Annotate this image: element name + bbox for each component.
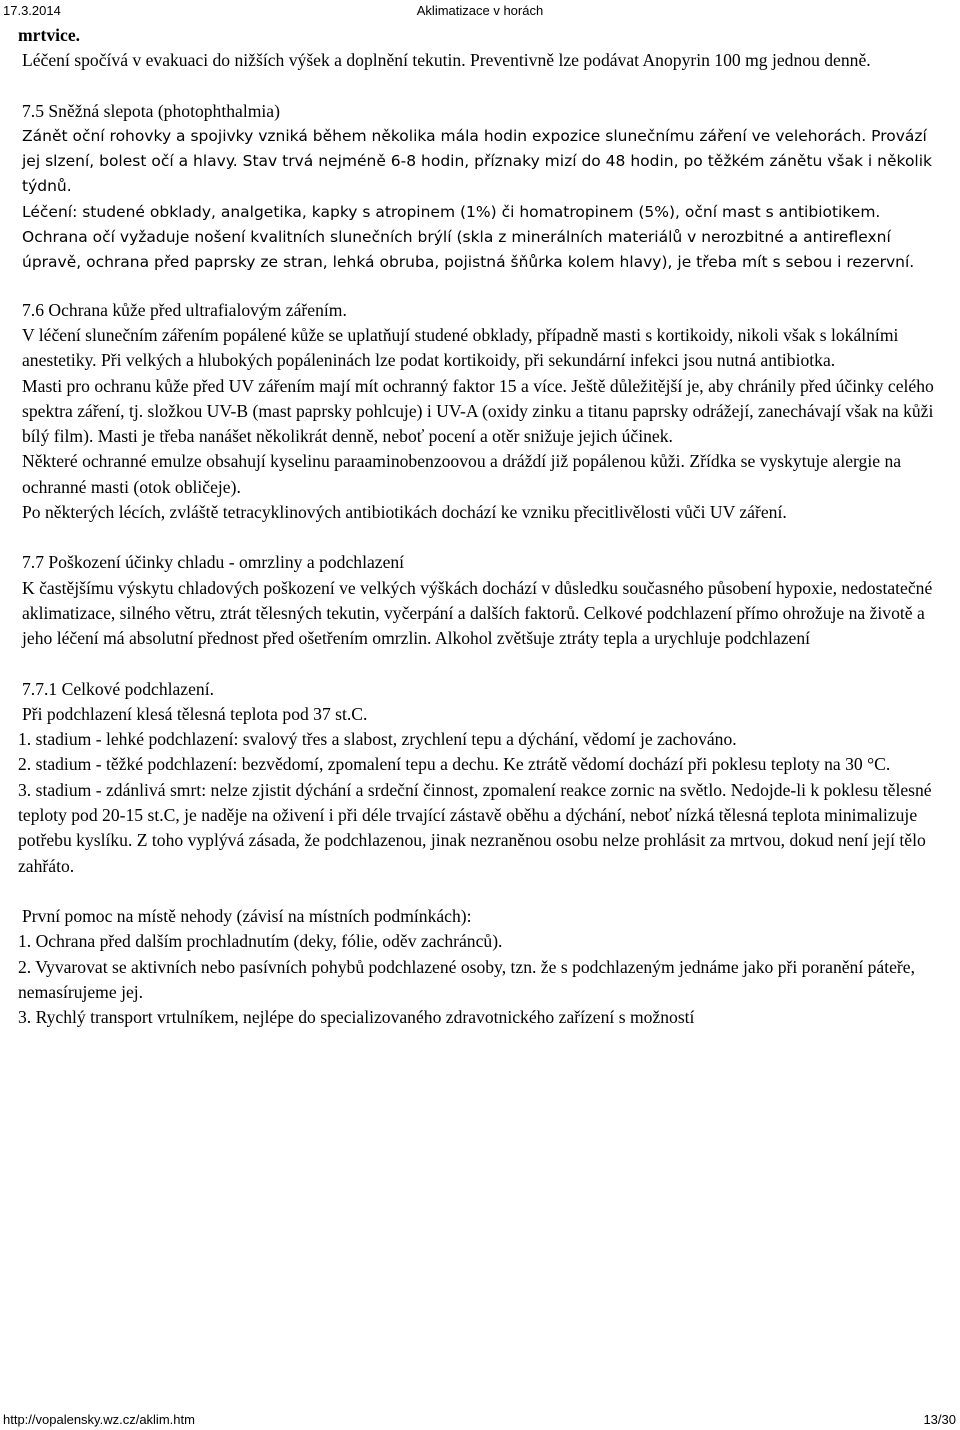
section-heading-7-5: 7.5 Sněžná slepota (photophthalmia) bbox=[22, 100, 280, 121]
list-item: 3. stadium - zdánlivá smrt: nelze zjistit dýchání a srdeční činnost, zpomalení reakce zornic na světlo. Nedojde-li k poklesu tělesné teploty pod 20-15 st.C, je naděje na oživení i při déle trvající zástavě oběhu a dýchání, neboť nízká tělesná teplota minimalizuje potřebu kyslíku. Z toho vyplývá zásada, že podchlazenou, jinak nezraněnou osobu nelze prohlásit za mrtvou, dokud není její tělo zahřáto. bbox=[18, 779, 932, 876]
paragraph: K častějšímu výskytu chladových poškození ve velkých výškách dochází v důsledku současného působení hypoxie, nedostatečné aklimatizace, silného větru, ztrát tělesných tekutin, vyčerpání a dalších faktorů. Celkové podchlazení přímo ohrožuje na životě a jeho léčení má absolutní přednost před ošetřením omrzlin. Alkohol zvětšuje ztráty tepla a urychluje podchlazení bbox=[22, 577, 933, 649]
paragraph: V léčení slunečním zářením popálené kůže se uplatňují studené obklady, případně masti s kortikoidy, nikoli však s lokálními anestetiky. Při velkých a hlubokých popáleninách lze podat kortikoidy, při sekundární infekci jsou nutná antibiotka. bbox=[22, 324, 899, 371]
paragraph: Ochrana očí vyžaduje nošení kvalitních slunečních brýlí (skla z minerálních materiálů v nerozbitné a antireflexní úpravě, ochrana před paprsky ze stran, lehká obruba, pojistná šňůrka kolem hlavy), je třeba mít s sebou i rezervní. bbox=[22, 228, 915, 272]
paragraph: Zánět oční rohovky a spojivky vzniká během několika mála hodin expozice slunečnímu záření ve velehorách. Provází jej slzení, bolest očí a hlavy. Stav trvá nejméně 6-8 hodin, příznaky mizí do 48 hodin, po těžkém zánětu však i několik týdnů. bbox=[22, 126, 933, 196]
paragraph: Po některých lécích, zvláště tetracyklinových antibiotikách dochází ke vzniku přecitlivělosti vůči UV záření. bbox=[22, 502, 787, 523]
paragraph: Léčení: studené obklady, analgetika, kapky s atropinem (1%) či homatropinem (5%), oční mast s antibiotikem. bbox=[22, 202, 881, 221]
list-item: 2. Vyvarovat se aktivních nebo pasívních pohybů podchlazené osoby, tzn. že s podchlazeným jednáme jako při poranění páteře, nemasírujeme jej. bbox=[18, 956, 915, 1002]
document-body bbox=[18, 23, 942, 1030]
section-heading-7-7-1: 7.7.1 Celkové podchlazení. bbox=[22, 678, 215, 699]
list-item: 1. Ochrana před dalším prochladnutím (deky, fólie, oděv zachránců). bbox=[18, 931, 503, 952]
print-date: 17.3.2014 bbox=[3, 3, 61, 18]
section-heading-7-7: 7.7 Poškození účinky chladu - omrzliny a podchlazení bbox=[22, 552, 405, 573]
list-item: 3. Rychlý transport vrtulníkem, nejlépe do specializovaného zdravotnického zařízení s možností bbox=[18, 1007, 695, 1028]
list-item: 1. stadium - lehké podchlazení: svalový třes a slabost, zrychlení tepu a dýchání, vědomí je zachováno. bbox=[18, 729, 737, 750]
paragraph: Při podchlazení klesá tělesná teplota pod 37 st.C. bbox=[22, 703, 368, 724]
paragraph: Některé ochranné emulze obsahují kyselinu paraaminobenzoovou a dráždí již popálenou kůži. Zřídka se vyskytuje alergie na ochranné masti (otok obličeje). bbox=[22, 451, 902, 497]
list-item: 2. stadium - těžké podchlazení: bezvědomí, zpomalení tepu a dechu. Ke ztrátě vědomí dochází při poklesu teploty na 30 °C. bbox=[18, 754, 891, 775]
page-number: 13/30 bbox=[923, 1412, 956, 1427]
page-title: Aklimatizace v horách bbox=[416, 3, 544, 18]
paragraph: mrtvice. bbox=[18, 25, 81, 45]
page-footer bbox=[0, 1412, 960, 1430]
paragraph: Léčení spočívá v evakuaci do nižších výšek a doplnění tekutin. Preventivně lze podávat Anopyrin 100 mg jednou denně. bbox=[22, 50, 871, 71]
source-url: http://vopalensky.wz.cz/aklim.htm bbox=[3, 1412, 195, 1427]
page-header bbox=[0, 0, 960, 20]
section-heading-7-6: 7.6 Ochrana kůže před ultrafialovým zářením. bbox=[22, 299, 347, 320]
paragraph: Masti pro ochranu kůže před UV zářením mají mít ochranný faktor 15 a více. Ještě důležitější je, aby chránily před účinky celého spektra záření, tj. složkou UV-B (mast paprsky pohlcuje) i UV-A (oxidy zinku a titanu paprsky odrážejí, zanechávají však na kůži bílý film). Masti je třeba nanášet několikrát denně, neboť pocení a otěr snižuje jejich účinek. bbox=[22, 375, 934, 447]
paragraph: První pomoc na místě nehody (závisí na místních podmínkách): bbox=[22, 905, 472, 926]
